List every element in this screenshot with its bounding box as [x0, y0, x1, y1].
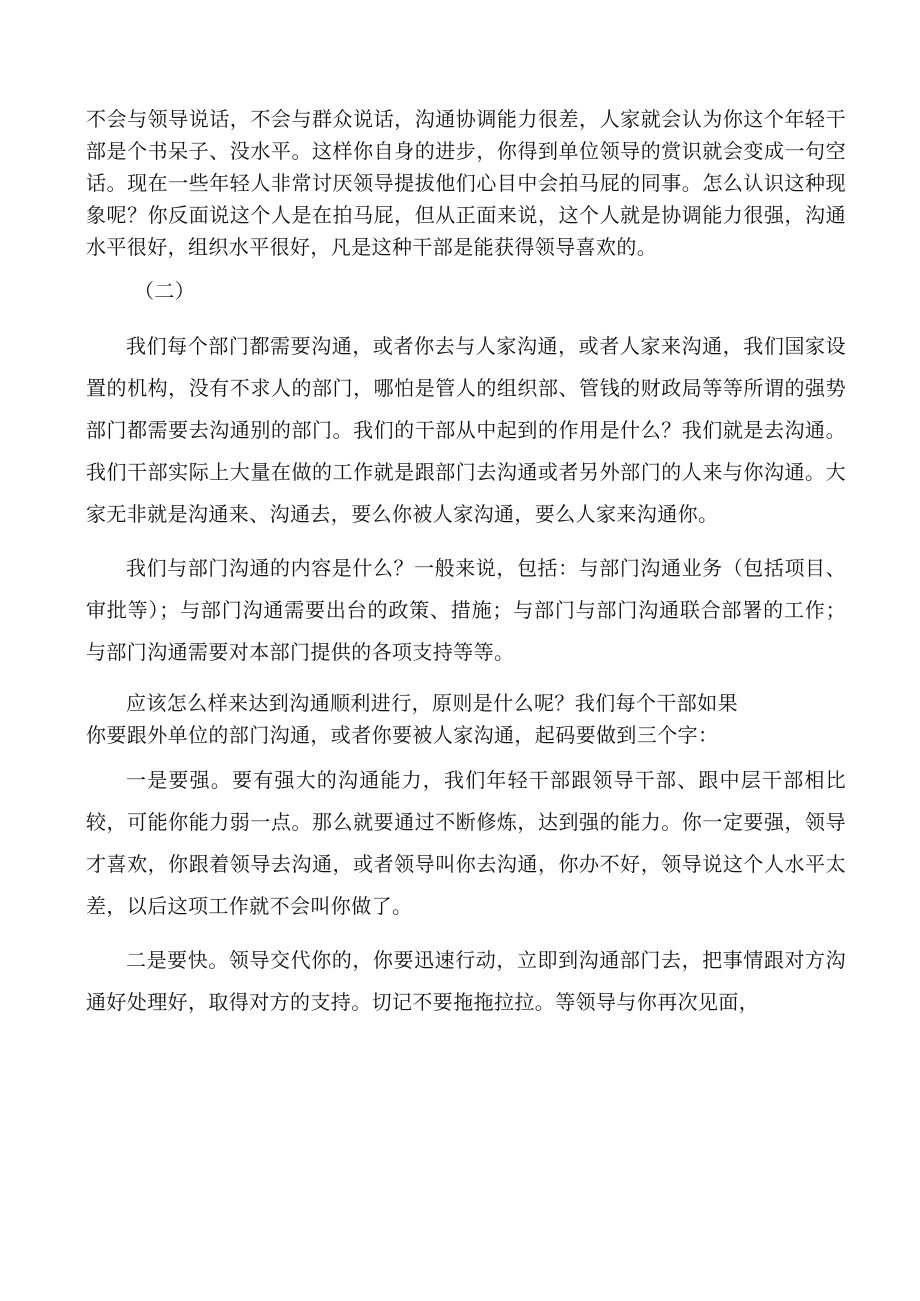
paragraph-principle-line1: 应该怎么样来达到沟通顺利进行，原则是什么呢？我们每个干部如果	[126, 691, 738, 715]
paragraph-content: 我们与部门沟通的内容是什么？一般来说，包括：与部门沟通业务（包括项目、审批等）；与部门沟通需要出台的政策、措施；与部门与部门沟通联合部署的工作；与部门沟通需要对本部门提供的各项支持等等。	[86, 556, 846, 664]
paragraph-intro: 不会与领导说话，不会与群众说话，沟通协调能力很差，人家就会认为你这个年轻干部是个书呆子、没水平。这样你自身的进步，你得到单位领导的赏识就会变成一句空话。现在一些年轻人非常讨厌领导提拔他们心目中会拍马屁的同事。怎么认识这种现象呢？你反面说这个人是在拍马屁，但从正面来说，这个人就是协调能力很强，沟通水平很好，组织水平很好，凡是这种干部是能获得领导喜欢的。	[86, 107, 846, 259]
paragraph-principle-line2: 你要跟外单位的部门沟通，或者你要被人家沟通，起码要做到三个字：	[86, 723, 719, 747]
paragraph-point-fast: 二是要快。领导交代你的，你要迅速行动，立即到沟通部门去，把事情跟对方沟通好处理好，取得对方的支持。切记不要拖拖拉拉。等领导与你再次见面，	[86, 948, 846, 1014]
paragraph-point-strong: 一是要强。要有强大的沟通能力，我们年轻干部跟领导干部、跟中层干部相比较，可能你能力弱一点。那么就要通过不断修炼，达到强的能力。你一定要强，领导才喜欢，你跟着领导去沟通，或者领导叫你去沟通，你办不好，领导说这个人水平太差，以后这项工作就不会叫你做了。	[86, 768, 846, 918]
document-page	[86, 103, 846, 1023]
paragraph-departments: 我们每个部门都需要沟通，或者你去与人家沟通，或者人家来沟通，我们国家设置的机构，没有不求人的部门，哪怕是管人的组织部、管钱的财政局等等所谓的强势部门都需要去沟通别的部门。我们的干部从中起到的作用是什么？我们就是去沟通。我们干部实际上大量在做的工作就是跟部门去沟通或者另外部门的人来与你沟通。大家无非就是沟通来、沟通去，要么你被人家沟通，要么人家来沟通你。	[86, 334, 846, 526]
section-heading: （二）	[134, 279, 196, 303]
